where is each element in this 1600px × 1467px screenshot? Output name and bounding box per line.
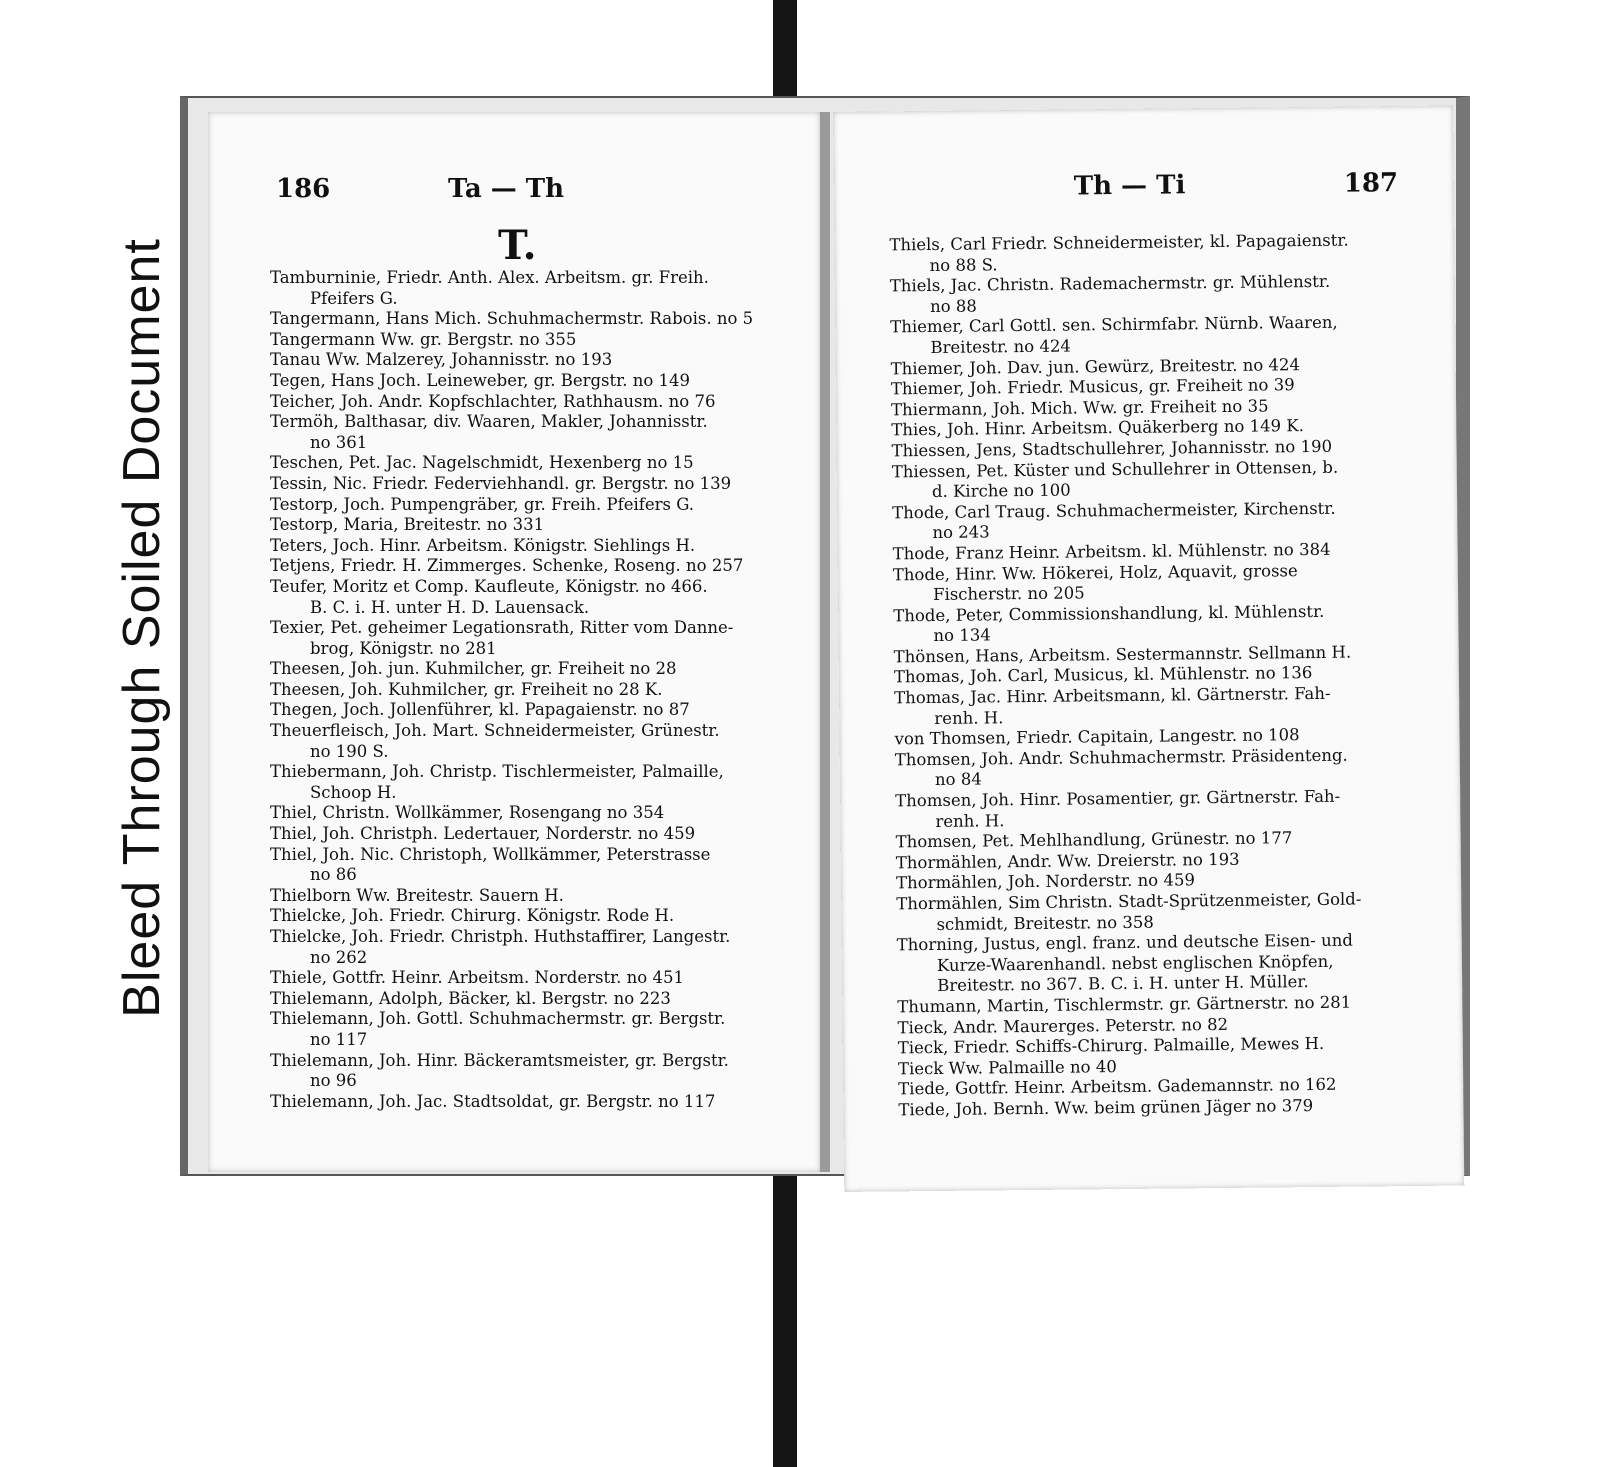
entry-line: Thormählen, Andr. Ww. Dreierstr. no 193 [895,849,1240,873]
directory-entry [892,498,1412,545]
directory-entry [270,495,790,516]
entry-line: Thiele, Gottfr. Heinr. Arbeitsm. Norderstr. no 451 [270,968,684,988]
directory-entry [895,745,1415,792]
entry-continuation: no 361 [310,432,368,452]
entry-line: Teters, Joch. Hinr. Arbeitsm. Königstr. Siehlings H. [270,535,696,555]
entry-continuation: Fischerstr. no 205 [932,583,1085,605]
entry-line: Thielemann, Joh. Hinr. Bäckeramtsmeister, gr. Bergstr. [270,1050,729,1070]
directory-entry [270,659,790,680]
entry-line: Tieck, Andr. Maurerges. Peterstr. no 82 [897,1014,1229,1037]
entry-line: Tamburninie, Friedr. Anth. Alex. Arbeitsm. gr. Freih. [270,268,709,287]
entry-line: Termöh, Balthasar, div. Waaren, Makler, Johannisstr. [270,412,708,432]
entry-line: Thielemann, Adolph, Bäcker, kl. Bergstr. no 223 [270,988,671,1008]
entry-line: Thegen, Joch. Jollenführer, kl. Papagaienstr. no 87 [270,700,690,720]
directory-entry [270,268,790,309]
entry-line: Tangermann, Hans Mich. Schuhmachermstr. Rabois. no 5 [270,309,754,329]
side-label-text: Bleed Through Soiled Document [113,238,171,1018]
entry-line: Thiessen, Jens, Stadtschullehrer, Johannisstr. no 190 [891,436,1333,461]
entry-line: Thomsen, Joh. Hinr. Posamentier, gr. Gärtnerstr. Fah- [895,786,1341,811]
directory-entry [270,1051,790,1092]
entry-line: Tieck Ww. Palmaille no 40 [897,1056,1117,1079]
entry-line: Thielcke, Joh. Friedr. Christph. Huthstaffirer, Langestr. [270,927,731,946]
entry-line: Thiebermann, Joh. Christp. Tischlermeister, Palmaille, [270,762,724,782]
entry-continuation: Kurze-Waarenhandl. nebst englischen Knöpfen, [936,951,1334,975]
entry-line: Tiede, Gottfr. Heinr. Arbeitsm. Gademannstr. no 162 [898,1075,1337,1099]
entry-continuation: renh. H. [935,810,1005,831]
entry-line: Thomas, Jac. Hinr. Arbeitsmann, kl. Gärtnerstr. Fah- [894,683,1331,708]
entry-line: Thiels, Carl Friedr. Schneidermeister, kl. Papagaienstr. [889,230,1349,255]
entry-line: Tetjens, Friedr. H. Zimmerges. Schenke, Roseng. no 257 [270,556,744,576]
directory-entry [890,271,1410,318]
directory-entry [893,559,1413,606]
directory-entry [893,601,1413,648]
entry-line: Thumann, Martin, Tischlermstr. gr. Gärtnerstr. no 281 [897,992,1352,1017]
directory-entry [270,989,790,1010]
entry-line: Thomsen, Pet. Mehlhandlung, Grünestr. no 177 [895,828,1293,852]
entry-line: Thiel, Joh. Nic. Christoph, Wollkämmer, Peterstrasse [270,844,711,864]
directory-entry [270,330,790,351]
entry-line: Thomas, Joh. Carl, Musicus, kl. Mühlenstr. no 136 [893,663,1313,687]
entry-line: Thode, Peter, Commissionshandlung, kl. Mühlenstr. [893,601,1325,626]
entry-continuation: B. C. i. H. unter H. D. Lauensack. [310,597,590,617]
entry-line: Thies, Joh. Hinr. Arbeitsm. Quäkerberg no 149 K. [891,416,1304,440]
left-page [208,112,830,1172]
directory-entry [270,556,790,577]
entry-line: von Thomsen, Friedr. Capitain, Langestr. no 108 [894,725,1300,749]
entry-line: Theesen, Joh. Kuhmilcher, gr. Freiheit no 28 K. [270,679,663,699]
directory-entry [270,392,790,413]
right-page-header [834,168,1454,214]
entry-line: Teicher, Joh. Andr. Kopfschlachter, Rathhausm. no 76 [270,391,716,411]
entry-continuation: no 84 [934,769,982,790]
directory-entry [270,350,790,371]
entry-line: Thomsen, Joh. Andr. Schuhmachermstr. Präsidenteng. [894,745,1348,770]
entry-continuation: no 262 [310,947,368,967]
entry-continuation: no 88 [929,296,977,316]
directory-entry [270,577,790,618]
entry-line: Thielemann, Joh. Jac. Stadtsoldat, gr. Bergstr. no 117 [270,1091,716,1111]
left-running-head: Ta — Th [448,174,565,204]
directory-entry [270,309,790,330]
left-entry-list [270,268,790,1112]
entry-line: Tieck, Friedr. Schiffs-Chirurg. Palmaille, Mewes H. [897,1034,1325,1058]
directory-entry [898,1095,1418,1121]
side-label [112,118,172,1138]
directory-entry [270,700,790,721]
entry-line: Thiemer, Joh. Friedr. Musicus, gr. Freiheit no 39 [890,375,1295,399]
directory-entry [270,618,790,659]
directory-entry [897,930,1417,977]
right-page-number: 187 [1343,168,1399,199]
right-running-head: Th — Ti [1073,170,1186,202]
entry-continuation: d. Kirche no 100 [931,480,1071,502]
right-entry-list [889,230,1418,1121]
entry-line: Theesen, Joh. jun. Kuhmilcher, gr. Freiheit no 28 [270,659,677,679]
entry-line: Thormählen, Joh. Norderstr. no 459 [895,870,1195,893]
directory-entry [270,680,790,701]
directory-entry [270,371,790,392]
entry-line: Thielemann, Joh. Gottl. Schuhmachermstr. gr. Bergstr. [270,1009,726,1029]
directory-entry [270,886,790,907]
entry-line: Thiel, Christn. Wollkämmer, Rosengang no 354 [270,803,665,823]
entry-line: Thiermann, Joh. Mich. Ww. gr. Freiheit no 35 [891,396,1269,420]
right-page [833,106,1464,1192]
directory-entry [270,474,790,495]
entry-line: Tegen, Hans Joch. Leineweber, gr. Bergstr. no 149 [270,370,691,390]
directory-entry [270,536,790,557]
directory-entry [270,968,790,989]
entry-continuation: Schoop H. [310,782,397,802]
directory-entry [270,1092,790,1113]
directory-entry [895,786,1415,833]
entry-line: Teschen, Pet. Jac. Nagelschmidt, Hexenberg no 15 [270,453,694,473]
entry-line: Thormählen, Sim Christn. Stadt-Sprützenmeister, Gold- [896,889,1362,914]
entry-continuation: schmidt, Breitestr. no 358 [936,912,1154,934]
entry-line: Thielcke, Joh. Friedr. Chirurg. Königstr. Rode H. [270,906,675,926]
entry-continuation: no 86 [310,865,357,885]
entry-line: Thode, Franz Heinr. Arbeitsm. kl. Mühlenstr. no 384 [892,539,1331,564]
directory-entry [270,1009,790,1050]
entry-continuation: no 88 S. [929,254,998,275]
section-letter: T. [498,222,537,269]
directory-entry [270,906,790,927]
directory-entry [270,412,790,453]
left-page-header [208,174,820,214]
entry-line: Thönsen, Hans, Arbeitsm. Sestermannstr. Sellmann H. [893,642,1352,667]
entry-line: Thode, Hinr. Ww. Hökerei, Holz, Aquavit, grosse [892,560,1298,584]
entry-line: Thiel, Joh. Christph. Ledertauer, Norderstr. no 459 [270,824,696,844]
directory-entry [270,453,790,474]
entry-continuation: renh. H. [934,707,1004,728]
directory-entry [270,824,790,845]
entry-line: Tessin, Nic. Friedr. Federviehhandl. gr. Bergstr. no 139 [270,473,732,493]
directory-entry [889,230,1409,277]
entry-line: Thiemer, Joh. Dav. jun. Gewürz, Breitestr. no 424 [890,354,1301,378]
entry-continuation: brog, Königstr. no 281 [310,638,497,658]
entry-line: Thiessen, Pet. Küster und Schullehrer in Ottensen, b. [891,457,1339,481]
directory-entry [270,721,790,762]
entry-line: Thielborn Ww. Breitestr. Sauern H. [270,885,564,905]
entry-line: Tangermann Ww. gr. Bergstr. no 355 [270,329,577,349]
directory-entry [270,927,790,968]
entry-continuation: Pfeifers G. [310,288,398,308]
entry-continuation: no 243 [932,522,990,543]
binding-strip-bottom [773,1165,797,1467]
entry-continuation: no 117 [310,1029,368,1049]
entry-line: Theuerfleisch, Joh. Mart. Schneidermeister, Grünestr. [270,721,720,741]
entry-line: Thorning, Justus, engl. franz. und deutsche Eisen- und [896,930,1353,955]
entry-line: Testorp, Joch. Pumpengräber, gr. Freih. Pfeifers G. [270,494,695,514]
entry-continuation: no 134 [933,625,991,646]
left-page-number: 186 [276,174,331,204]
entry-continuation: Breitestr. no 424 [930,336,1071,357]
entry-line: Thiels, Jac. Christn. Rademachermstr. gr. Mühlenstr. [889,271,1331,296]
directory-entry [270,762,790,803]
directory-entry [894,683,1414,730]
entry-line: Testorp, Maria, Breitestr. no 331 [270,515,545,535]
directory-entry [896,889,1416,936]
entry-continuation: no 96 [310,1071,357,1091]
directory-entry [270,515,790,536]
entry-continuation: no 190 S. [310,741,389,761]
open-book [180,96,1470,1176]
entry-line: Teufer, Moritz et Comp. Kaufleute, Königstr. no 466. [270,576,708,596]
entry-line: Texier, Pet. geheimer Legationsrath, Ritter vom Danne- [270,618,734,638]
entry-line: Tanau Ww. Malzerey, Johannisstr. no 193 [270,350,613,370]
entry-line: Thode, Carl Traug. Schuhmachermeister, Kirchenstr. [892,498,1336,523]
directory-entry [270,845,790,886]
directory-entry [890,312,1410,359]
directory-entry [892,456,1412,503]
entry-line: Breitestr. no 367. B. C. i. H. unter H. Müller. [937,972,1309,996]
entry-line: Tiede, Joh. Bernh. Ww. beim grünen Jäger no 379 [898,1095,1314,1120]
directory-entry [270,803,790,824]
entry-line: Thiemer, Carl Gottl. sen. Schirmfabr. Nürnb. Waaren, [890,313,1338,337]
